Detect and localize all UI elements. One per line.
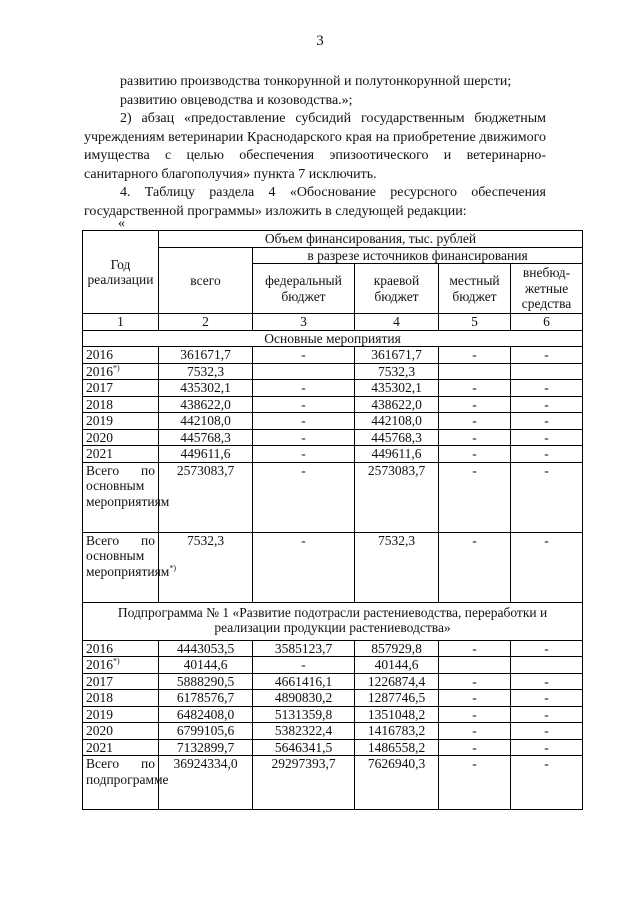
header-row-1 (83, 231, 583, 248)
para-line-1: развитию производства тонкорунной и полутонкорунной шерсти; (120, 74, 512, 89)
cell-text: - (472, 396, 477, 412)
table-row (83, 739, 583, 756)
value-cell (439, 640, 511, 657)
regional-header: краевой бюджет (355, 264, 439, 314)
value-cell (439, 739, 511, 756)
section-row (83, 602, 583, 640)
total-cell: - (439, 532, 511, 602)
cell-text: 2019 (86, 706, 113, 722)
cell-text: - (544, 429, 549, 445)
total-cell: 7532,3 (159, 532, 253, 602)
total-cell: 7626940,3 (355, 756, 439, 810)
cell-text: 2016 (86, 347, 113, 362)
value-cell (159, 690, 253, 707)
value-cell (439, 363, 511, 380)
cell-text: - (301, 347, 306, 362)
value-cell (439, 446, 511, 463)
value-cell (355, 739, 439, 756)
value-cell (159, 413, 253, 430)
cell-text: - (301, 413, 306, 428)
table-row (83, 413, 583, 430)
value-cell (355, 429, 439, 446)
year-cell (83, 640, 159, 657)
cell-text: - (544, 739, 549, 755)
value-cell (511, 706, 583, 723)
value-cell (355, 690, 439, 707)
cell-text: 2016 (86, 640, 113, 656)
table-row (83, 446, 583, 463)
cell-text: - (544, 706, 549, 722)
cell-text: 442108,0 (371, 413, 422, 428)
value-cell (511, 380, 583, 397)
total-cell: - (439, 756, 511, 810)
cell-text: 2017 (86, 380, 113, 395)
cell-text: - (472, 723, 477, 738)
value-cell (355, 706, 439, 723)
value-cell (159, 396, 253, 413)
value-cell (253, 380, 355, 397)
total-cell: - (511, 756, 583, 810)
cell-text: 1287746,5 (367, 690, 426, 705)
cell-text: - (301, 380, 306, 395)
cell-text: - (544, 640, 549, 656)
total-cell: - (439, 462, 511, 532)
cell-text: - (544, 413, 549, 428)
value-cell (159, 673, 253, 690)
cell-text: 2017 (86, 673, 113, 689)
value-cell (253, 413, 355, 430)
value-cell (253, 706, 355, 723)
cell-text: 2020 (86, 723, 113, 738)
cell-text: - (472, 380, 477, 395)
value-cell (355, 723, 439, 740)
table-row (83, 640, 583, 657)
col-number: 3 (253, 314, 355, 331)
year-cell (83, 690, 159, 707)
extra-header: внебюд-жетные средства (511, 264, 583, 314)
table-row (83, 396, 583, 413)
cell-text: - (544, 347, 549, 362)
cell-text: 1226874,4 (367, 673, 426, 689)
table-row (83, 673, 583, 690)
cell-text: 4443053,5 (176, 640, 235, 656)
financing-table (82, 230, 583, 810)
cell-text: - (544, 673, 549, 689)
total-cell: - (511, 532, 583, 602)
para-line-2: развитию овцеводства и козоводства.»; (120, 92, 353, 108)
section2-body (83, 640, 583, 756)
value-cell (253, 347, 355, 364)
table-row (83, 723, 583, 740)
cell-text: - (472, 413, 477, 428)
value-cell (511, 347, 583, 364)
section-row (83, 330, 583, 347)
value-cell (355, 640, 439, 657)
cell-text: 1351048,2 (367, 706, 426, 722)
total-cell: 2573083,7 (159, 462, 253, 532)
value-cell (253, 446, 355, 463)
year-header: Год реализации (83, 231, 159, 314)
value-cell (253, 396, 355, 413)
table-row (83, 380, 583, 397)
value-cell (253, 739, 355, 756)
page-number: 3 (316, 33, 324, 49)
cell-text: 4890830,2 (274, 690, 333, 705)
value-cell (439, 347, 511, 364)
cell-text: 2018 (86, 396, 113, 412)
cell-text: 449611,6 (180, 446, 231, 461)
value-cell (355, 673, 439, 690)
value-cell (511, 396, 583, 413)
cell-text: - (544, 723, 549, 738)
volume-header: Объем финансирования, тыс. рублей (159, 231, 583, 248)
value-cell (159, 429, 253, 446)
cell-text: - (472, 347, 477, 362)
year-cell (83, 413, 159, 430)
cell-text: - (544, 396, 549, 412)
col-number: 1 (83, 314, 159, 331)
cell-text: 857929,8 (371, 640, 422, 656)
cell-text: - (472, 640, 477, 656)
value-cell (159, 380, 253, 397)
cell-text: 2021 (86, 739, 113, 755)
value-cell (439, 413, 511, 430)
total-header: всего (159, 247, 253, 314)
value-cell (159, 347, 253, 364)
value-cell (159, 723, 253, 740)
cell-text: - (472, 706, 477, 722)
year-cell (83, 739, 159, 756)
total-cell: 29297393,7 (253, 756, 355, 810)
cell-text: - (544, 690, 549, 705)
col-number: 2 (159, 314, 253, 331)
cell-text: - (472, 429, 477, 445)
year-cell (83, 723, 159, 740)
paragraph-2: 2) абзац «предоставление субсидий государственным бюджетным учреждениям ветеринарии Краснодарского края на приобретение движимого имущества с целью обеспечения эпизоотического и ветеринарно-санитарного благополучия» пункта 7 исключить. (84, 111, 546, 182)
cell-text: - (301, 446, 306, 461)
cell-text: 7532,3 (186, 363, 225, 379)
value-cell (159, 657, 253, 674)
cell-text: 361671,7 (180, 347, 231, 362)
cell-text: 438622,0 (371, 396, 422, 412)
value-cell (511, 429, 583, 446)
cell-text: 6799105,6 (176, 723, 235, 738)
value-cell (355, 363, 439, 380)
table-row (83, 429, 583, 446)
value-cell (253, 673, 355, 690)
value-cell (159, 640, 253, 657)
cell-text: 449611,6 (371, 446, 422, 461)
col-number: 6 (511, 314, 583, 331)
value-cell (439, 396, 511, 413)
table-row (83, 657, 583, 674)
cell-text: 5131359,8 (274, 706, 333, 722)
cell-text: 445768,3 (371, 429, 422, 445)
year-cell (83, 396, 159, 413)
value-cell (511, 363, 583, 380)
total-row (83, 532, 583, 602)
cell-text: 361671,7 (371, 347, 422, 362)
column-numbers-row (83, 314, 583, 331)
cell-text: 40144,6 (183, 657, 228, 672)
cell-text: - (544, 380, 549, 395)
footnote-mark: *) (113, 656, 120, 666)
value-cell (511, 690, 583, 707)
value-cell (511, 723, 583, 740)
col-number: 4 (355, 314, 439, 331)
total-label (83, 532, 176, 602)
cell-text: 435302,1 (180, 380, 231, 395)
year-cell (83, 347, 159, 364)
cell-text: 1416783,2 (367, 723, 426, 738)
cell-text: 445768,3 (180, 429, 231, 445)
cell-text: 6178576,7 (176, 690, 235, 705)
year-cell (83, 673, 159, 690)
cell-text: 438622,0 (180, 396, 231, 412)
value-cell (253, 657, 355, 674)
year-cell (83, 429, 159, 446)
cell-text: 7532,3 (377, 363, 416, 379)
value-cell (439, 657, 511, 674)
total-cell: 36924334,0 (159, 756, 253, 810)
total-row (83, 756, 583, 810)
cell-text: 7132899,7 (176, 739, 235, 755)
footnote-mark: *) (113, 363, 120, 372)
total-label-text: Всего по основным мероприятиям (86, 532, 170, 579)
year-cell (83, 706, 159, 723)
value-cell (511, 657, 583, 674)
section1-body (83, 347, 583, 463)
value-cell (355, 396, 439, 413)
cell-text: 2016 (86, 363, 113, 379)
table-row (83, 347, 583, 364)
paragraph-1 (84, 73, 546, 110)
total-row (83, 462, 583, 532)
cell-text: - (472, 739, 477, 755)
section1-title: Основные мероприятия (83, 330, 583, 347)
cell-text: 2021 (86, 446, 113, 461)
year-cell (83, 380, 159, 397)
value-cell (253, 640, 355, 657)
value-cell (159, 363, 253, 380)
value-cell (355, 657, 439, 674)
federal-header: федеральный бюджет (253, 264, 355, 314)
year-cell (83, 363, 159, 380)
value-cell (355, 446, 439, 463)
cell-text: - (301, 657, 306, 672)
cell-text: 6482408,0 (176, 706, 235, 722)
cell-text: 40144,6 (374, 657, 419, 672)
cell-text: 442108,0 (180, 413, 231, 428)
value-cell (511, 739, 583, 756)
table-row (83, 363, 583, 380)
local-header: местный бюджет (439, 264, 511, 314)
open-quote: « (118, 216, 125, 231)
value-cell (511, 640, 583, 657)
total-label: Всего по подпрограмме (83, 756, 159, 810)
table-row (83, 706, 583, 723)
sources-header: в разрезе источников финансирования (253, 247, 583, 264)
total-cell: 7532,3 (355, 532, 439, 602)
cell-text: - (544, 446, 549, 461)
cell-text: 2016 (86, 657, 113, 672)
cell-text: - (472, 446, 477, 461)
footnote-mark: *) (169, 563, 176, 572)
cell-text: 2019 (86, 413, 113, 428)
value-cell (159, 446, 253, 463)
cell-text: 5382322,4 (274, 723, 333, 738)
cell-text: 1486558,2 (367, 739, 426, 755)
cell-text: 435302,1 (371, 380, 422, 395)
value-cell (511, 673, 583, 690)
value-cell (253, 363, 355, 380)
value-cell (439, 673, 511, 690)
value-cell (355, 380, 439, 397)
cell-text: 3585123,7 (274, 640, 333, 656)
value-cell (355, 413, 439, 430)
year-cell (83, 657, 159, 674)
cell-text: - (301, 396, 306, 412)
value-cell (159, 706, 253, 723)
value-cell (355, 347, 439, 364)
total-cell: - (253, 532, 355, 602)
cell-text: - (472, 690, 477, 705)
total-cell: - (253, 462, 355, 532)
cell-text: 4661416,1 (274, 673, 333, 689)
total-label: Всего по основным мероприятиям (83, 462, 159, 532)
cell-text: - (301, 429, 306, 445)
total-cell: 2573083,7 (355, 462, 439, 532)
cell-text: 5646341,5 (274, 739, 333, 755)
paragraph-3: 4. Таблицу раздела 4 «Обоснование ресурсного обеспечения государственной программы» изложить в следующей редакции: (84, 185, 546, 219)
total-cell: - (511, 462, 583, 532)
value-cell (439, 723, 511, 740)
value-cell (253, 690, 355, 707)
value-cell (511, 446, 583, 463)
value-cell (159, 739, 253, 756)
value-cell (253, 429, 355, 446)
cell-text: - (472, 673, 477, 689)
cell-text: 2020 (86, 429, 113, 445)
cell-text: 2018 (86, 690, 113, 705)
value-cell (439, 380, 511, 397)
value-cell (439, 690, 511, 707)
cell-text: 5888290,5 (176, 673, 235, 689)
value-cell (439, 429, 511, 446)
section2-title: Подпрограмма № 1 «Развитие подотрасли растениеводства, переработки и реализации продукции растениеводства» (83, 602, 583, 640)
table-row (83, 690, 583, 707)
value-cell (439, 706, 511, 723)
value-cell (253, 723, 355, 740)
year-cell (83, 446, 159, 463)
value-cell (511, 413, 583, 430)
col-number: 5 (439, 314, 511, 331)
